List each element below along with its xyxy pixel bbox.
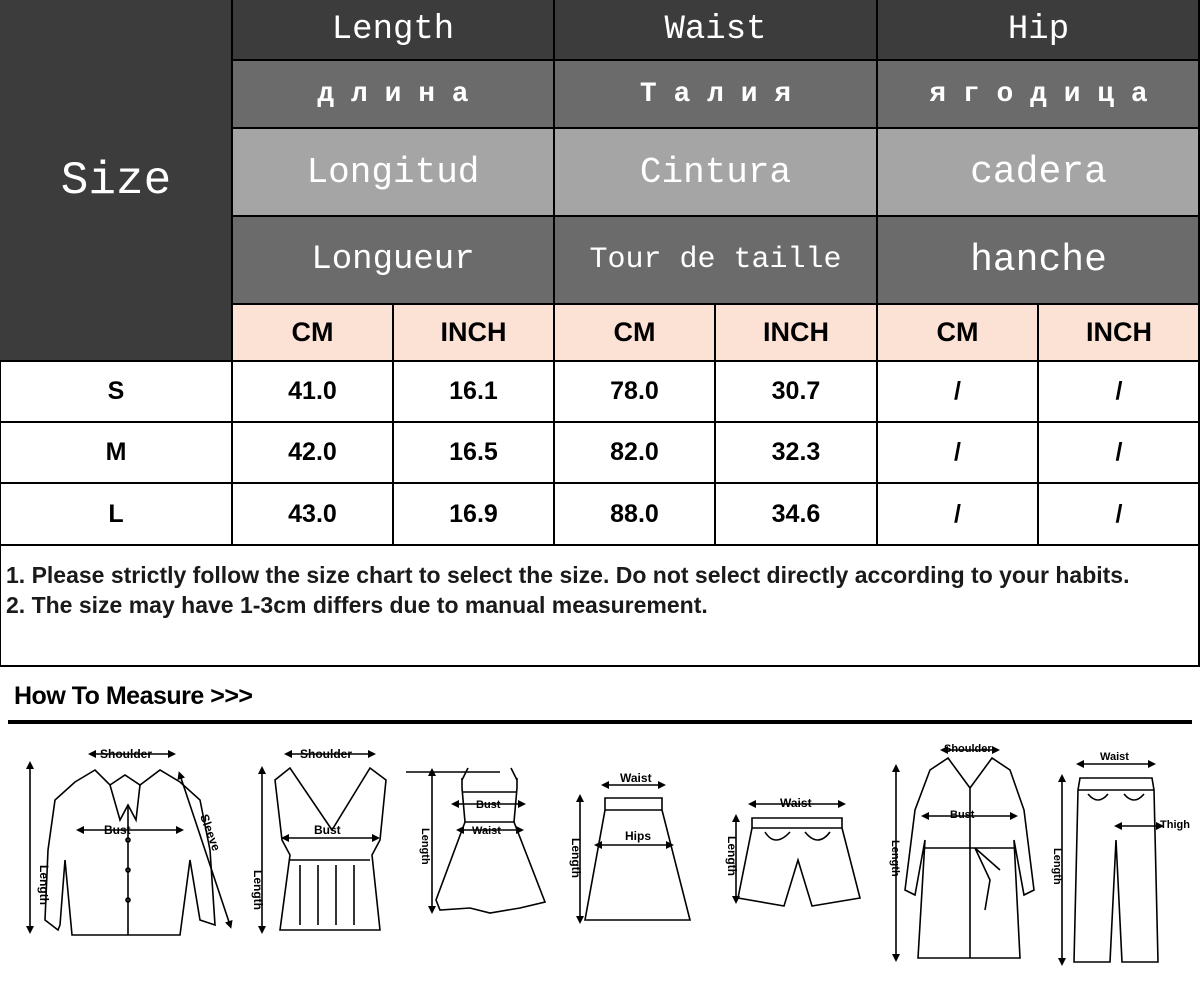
value-cell [1038, 361, 1200, 422]
col-length-ru-label: д л и н а [317, 78, 469, 110]
label-waist: Waist [620, 771, 652, 785]
value-cell [393, 483, 554, 545]
value: 82.0 [610, 438, 659, 466]
how-to-measure-divider [8, 720, 1192, 724]
size-value: L [108, 499, 124, 528]
label-waist: Waist [1100, 751, 1129, 763]
size-header-label: Size [60, 154, 172, 207]
label-bust: Bust [476, 799, 501, 811]
label-length: Length [251, 870, 265, 910]
value-cell [554, 483, 715, 545]
label-bust: Bust [314, 823, 341, 837]
col-length-en-label: Length [331, 11, 455, 49]
value-cell [715, 422, 877, 483]
unit-label: CM [613, 317, 656, 347]
label-waist: Waist [780, 796, 812, 810]
label-length: Length [1051, 848, 1063, 885]
unit-waist-inch [715, 304, 877, 361]
col-hip-en-label: Hip [1007, 11, 1070, 49]
label-sleeve: Sleeve [197, 812, 224, 853]
size-cell [0, 361, 232, 422]
value: 78.0 [610, 377, 659, 405]
skirt-illustration [580, 785, 690, 920]
value-cell [877, 361, 1038, 422]
label-length: Length [725, 836, 739, 876]
trousers-illustration [1062, 764, 1160, 962]
label-shoulder: Shoulder [300, 747, 353, 761]
note-1: 1. Please strictly follow the size chart to select the size. Do not select directly according to your habits. [6, 562, 1130, 588]
value: 43.0 [288, 499, 337, 528]
col-length-en [232, 0, 554, 60]
unit-label: INCH [763, 317, 829, 347]
unit-length-inch [393, 304, 554, 361]
size-value: S [107, 377, 125, 405]
label-length: Length [889, 840, 901, 877]
unit-label: INCH [440, 317, 507, 347]
value: 32.3 [771, 438, 821, 466]
value: 41.0 [288, 377, 337, 405]
col-hip-fr-label: hanche [970, 238, 1107, 282]
unit-hip-cm [877, 304, 1038, 361]
value: 16.5 [449, 438, 498, 466]
col-length-ru [232, 60, 554, 128]
value: / [1115, 499, 1123, 528]
col-length-fr-label: Longueur [311, 241, 475, 279]
value: 30.7 [771, 377, 821, 405]
unit-label: INCH [1086, 317, 1152, 347]
col-hip-fr [877, 216, 1200, 304]
value: 16.1 [449, 377, 498, 405]
col-hip-ru [877, 60, 1200, 128]
label-shoulder: Shoulder [100, 747, 153, 761]
value-cell [715, 483, 877, 545]
shorts-illustration [736, 804, 860, 906]
label-waist: Waist [472, 825, 501, 837]
col-hip-ru-label: я г о д и ц а [929, 78, 1148, 110]
col-waist-en-label: Waist [664, 11, 767, 49]
col-length-fr [232, 216, 554, 304]
col-waist-es [554, 128, 877, 216]
value: 16.9 [449, 499, 498, 528]
value-cell [232, 422, 393, 483]
value-cell [715, 361, 877, 422]
col-hip-es [877, 128, 1200, 216]
col-waist-ru-label: Т а л и я [639, 78, 792, 110]
unit-waist-cm [554, 304, 715, 361]
col-waist-fr-label: Tour de taille [589, 243, 842, 277]
value-cell [554, 422, 715, 483]
label-hips: Hips [625, 829, 652, 843]
value-cell [232, 361, 393, 422]
value: 88.0 [610, 499, 659, 528]
size-notes [6, 560, 1194, 620]
value-cell [1038, 422, 1200, 483]
value-cell [393, 361, 554, 422]
label-thigh: Thigh [1160, 819, 1190, 831]
value: / [954, 377, 961, 405]
note-2: 2. The size may have 1-3cm differs due to manual measurement. [6, 592, 708, 618]
unit-hip-inch [1038, 304, 1200, 361]
unit-label: CM [291, 317, 334, 347]
label-length: Length [419, 828, 431, 865]
unit-length-cm [232, 304, 393, 361]
value-cell [877, 422, 1038, 483]
size-value: M [105, 438, 127, 466]
size-cell [0, 422, 232, 483]
value-cell [232, 483, 393, 545]
label-bust: Bust [104, 823, 131, 837]
value-cell [877, 483, 1038, 545]
size-cell [0, 483, 232, 545]
label-length: Length [569, 838, 583, 878]
col-waist-fr [554, 216, 877, 304]
how-to-measure-title: How To Measure >>> [14, 682, 253, 710]
value: 34.6 [771, 499, 821, 528]
blouse-illustration [30, 754, 230, 935]
value: / [1115, 438, 1123, 466]
value-cell [1038, 483, 1200, 545]
col-waist-en [554, 0, 877, 60]
label-length: Length [37, 865, 51, 905]
col-waist-es-label: Cintura [639, 151, 792, 193]
coat-illustration [896, 750, 1034, 958]
value: / [954, 438, 961, 466]
label-shoulder: Shoulder [944, 743, 992, 755]
value: / [954, 499, 961, 528]
value: 42.0 [288, 438, 337, 466]
value-cell [554, 361, 715, 422]
size-header [0, 0, 232, 361]
unit-label: CM [936, 317, 979, 347]
col-length-es-label: Longitud [306, 151, 480, 193]
value: / [1115, 377, 1123, 405]
col-waist-ru [554, 60, 877, 128]
col-length-es [232, 128, 554, 216]
tank-top-illustration [262, 754, 386, 930]
value-cell [393, 422, 554, 483]
col-hip-en [877, 0, 1200, 60]
col-hip-es-label: cadera [970, 150, 1107, 194]
measurement-illustrations [0, 730, 1200, 990]
label-bust: Bust [950, 809, 975, 821]
